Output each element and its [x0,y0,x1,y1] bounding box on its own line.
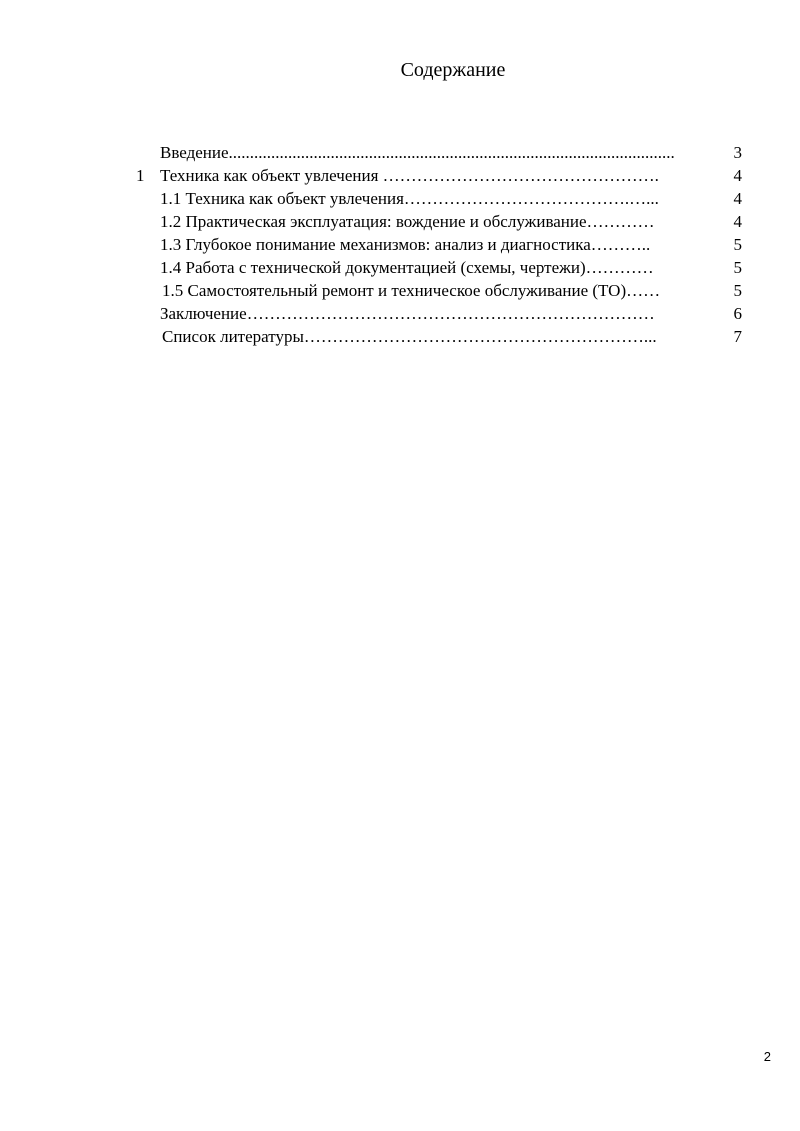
toc-entry-page: 6 [733,304,742,323]
toc-entry-text: 1.4 Работа с технической документацией (схемы, чертежи)………… [160,258,654,277]
toc-entry-introduction [0,141,800,164]
toc-entry-text: 1.1 Техника как объект увлечения………………………………….…... [160,189,659,208]
toc-entry-page: 4 [733,212,742,231]
page-title: Содержание [400,59,506,81]
toc-entry-page: 4 [733,189,742,208]
toc-entry-references [0,325,800,348]
toc-entry-text: Введение......................................................................................................... [160,143,675,162]
page-number: 2 [763,1049,771,1064]
toc-entry-section-1-2 [0,210,800,233]
toc-entry-text: 1.3 Глубокое понимание механизмов: анализ и диагностика……….. [160,235,651,254]
toc-entry-text: 1.2 Практическая эксплуатация: вождение и обслуживание………… [160,212,655,231]
toc-entry-page: 4 [733,166,742,185]
toc-entry-page: 5 [733,281,742,300]
toc-entry-text: Список литературы……………………………………………………... [162,327,657,346]
table-of-contents [0,141,800,348]
toc-entry-conclusion [0,302,800,325]
toc-entry-text: 1.5 Самостоятельный ремонт и техническое обслуживание (ТО)…… [162,281,661,300]
toc-entry-section-1-5 [0,279,800,302]
toc-entry-text: Техника как объект увлечения …………………………………………. [160,166,659,185]
toc-entry-number: 1 [136,166,145,185]
toc-entry-page: 3 [733,143,742,162]
toc-entry-text: Заключение……………………………………………………………… [160,304,655,323]
toc-entry-page: 7 [733,327,742,346]
toc-entry-section-1-4 [0,256,800,279]
toc-entry-section-1-1 [0,187,800,210]
toc-entry-chapter-1 [0,164,800,187]
toc-entry-page: 5 [733,235,742,254]
toc-entry-page: 5 [733,258,742,277]
toc-entry-section-1-3 [0,233,800,256]
